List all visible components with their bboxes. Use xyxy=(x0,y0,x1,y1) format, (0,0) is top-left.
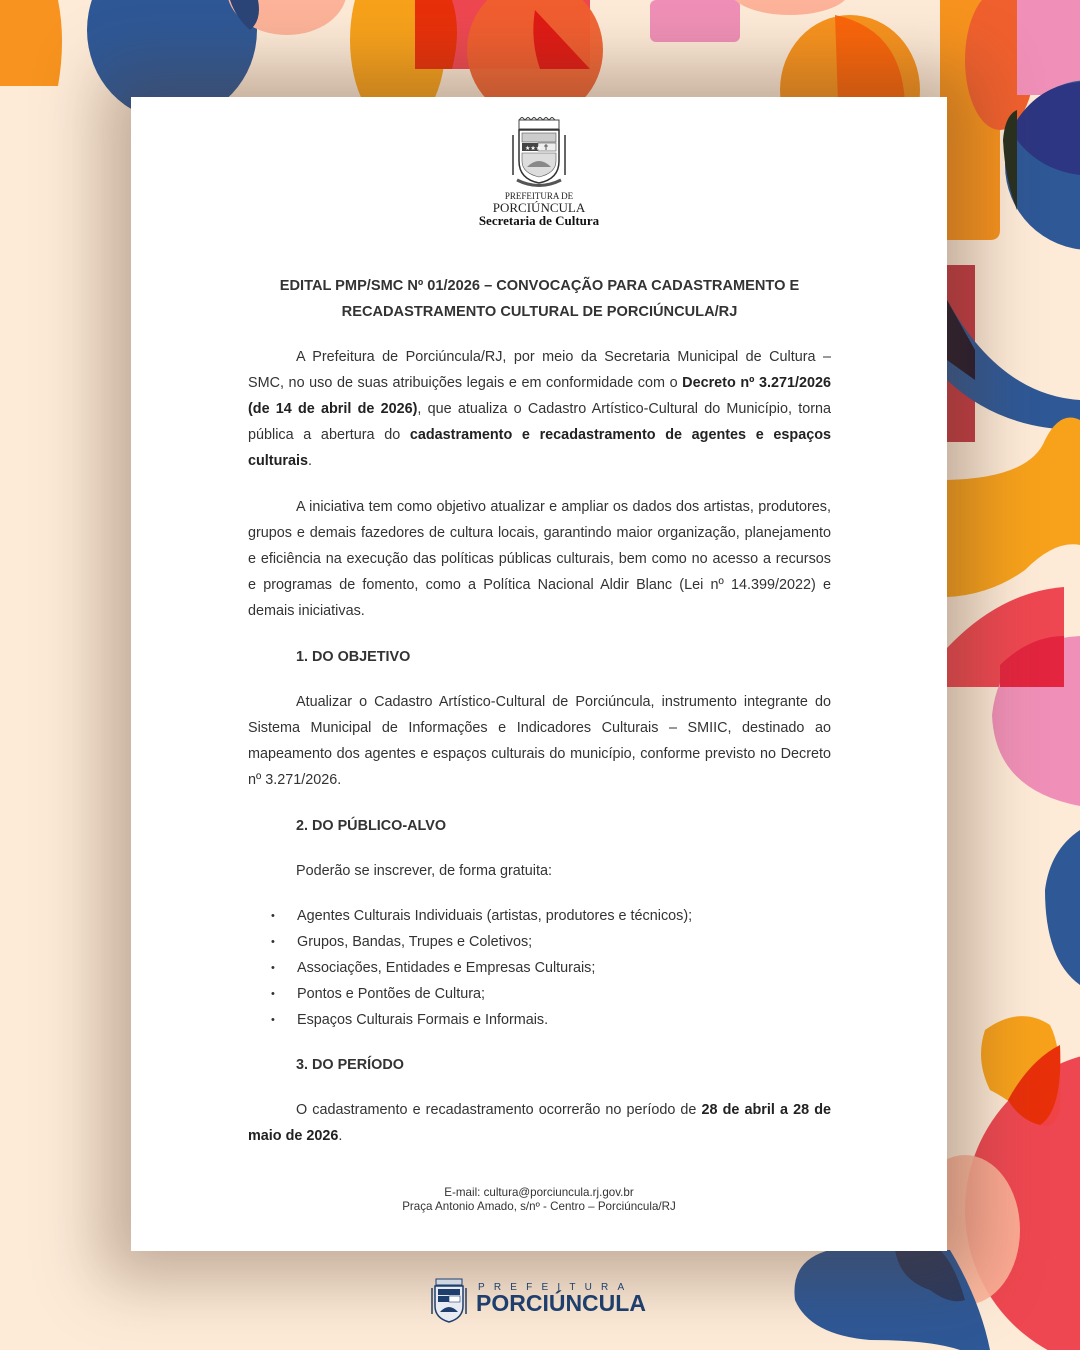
bullet-icon: • xyxy=(271,910,275,922)
coat-of-arms-icon xyxy=(507,117,571,189)
intro-p1-text-c: , que atualiza o Cadastro Artístico-Cultural do Município, torna pública a abertura do xyxy=(248,401,831,443)
section-1-text: Atualizar o Cadastro Artístico-Cultural de Porciúncula, instrumento integrante do Sistema Municipal de Informações e Indicadores Culturais – SMIIC, destinado ao mapeamento dos agentes e espaços culturais do município, conforme previsto no Decreto nº 3.271/2026. xyxy=(248,694,831,788)
section-3-text-a: O cadastramento e recadastramento ocorrerão no período de xyxy=(296,1102,702,1118)
bg-shape-pink-column xyxy=(1017,0,1080,95)
list-item: • Associações, Entidades e Empresas Culturais; xyxy=(248,955,831,981)
title-line-1: EDITAL PMP/SMC Nº 01/2026 – CONVOCAÇÃO PARA CADASTRAMENTO E xyxy=(279,278,800,294)
intro-p1-decree: Decreto nº 3.271/2026 (de 14 de abril de 2026) xyxy=(248,375,831,417)
list-item: • Agentes Culturais Individuais (artistas, produtores e técnicos); xyxy=(248,903,831,929)
list-item: • Espaços Culturais Formais e Informais. xyxy=(248,1007,831,1033)
intro-p1-text-e: . xyxy=(307,453,312,469)
footer-email: E-mail: cultura@porciuncula.rj.gov.br xyxy=(444,1186,634,1199)
brand-porciuncula: PORCIÚNCULA xyxy=(476,1290,646,1316)
title-line-2: RECADASTRAMENTO CULTURAL DE PORCIÚNCULA/RJ xyxy=(341,304,738,320)
intro-paragraph-1 xyxy=(248,344,831,474)
footer-address: Praça Antonio Amado, s/nº - Centro – Porciúncula/RJ xyxy=(402,1200,676,1213)
bullet-icon: • xyxy=(271,962,275,974)
brand-prefeitura: PREFEITURA xyxy=(478,1282,634,1293)
document-page xyxy=(131,97,947,1251)
letterhead-prefeitura: PREFEITURA DE xyxy=(504,191,574,201)
section-2-lead: Poderão se inscrever, de forma gratuita: xyxy=(296,863,552,879)
document-title xyxy=(248,273,831,325)
section-2-heading: 2. DO PÚBLICO-ALVO xyxy=(296,818,447,834)
brand-crest-icon xyxy=(430,1278,468,1324)
letterhead-city: PORCIÚNCULA xyxy=(492,200,586,215)
footer-contact xyxy=(131,1186,947,1214)
target-audience-list xyxy=(248,903,831,1033)
intro-p1-subject: cadastramento e recadastramento de agentes e espaços culturais xyxy=(248,427,831,469)
section-1-paragraph xyxy=(248,689,831,793)
section-3-paragraph xyxy=(248,1097,831,1149)
intro-paragraph-2 xyxy=(248,494,831,624)
bg-shape-orange-left xyxy=(0,0,62,86)
letterhead xyxy=(131,117,947,228)
intro-p1-text-a: A Prefeitura de Porciúncula/RJ, por meio da Secretaria Municipal de Cultura – SMC, no uso de suas atribuições legais e em conformidade com o xyxy=(248,349,831,391)
bullet-icon: • xyxy=(271,936,275,948)
section-3-text-c: . xyxy=(338,1128,343,1144)
bullet-icon: • xyxy=(271,1014,275,1026)
letterhead-department: Secretaria de Cultura xyxy=(478,213,600,228)
section-1-heading: 1. DO OBJETIVO xyxy=(296,649,411,665)
list-item: • Grupos, Bandas, Trupes e Coletivos; xyxy=(248,929,831,955)
section-3-heading: 3. DO PERÍODO xyxy=(296,1057,404,1073)
list-item: • Pontos e Pontões de Cultura; xyxy=(248,981,831,1007)
section-3-dates: 28 de abril a 28 de maio de 2026 xyxy=(248,1102,831,1144)
bg-shape-pink-rect xyxy=(650,0,740,42)
intro-p2-text: A iniciativa tem como objetivo atualizar e ampliar os dados dos artistas, produtores, grupos e demais fazedores de cultura locais, garantindo maior organização, planejamento e eficiência na execução das políticas públicas culturais, bem como no acesso a recursos e programas de fomento, como a Política Nacional Aldir Blanc (Lei nº 14.399/2022) e demais iniciativas. xyxy=(248,499,831,619)
brand-logo xyxy=(430,1278,660,1326)
svg-text:★★★: ★★★ xyxy=(525,146,542,152)
bullet-icon: • xyxy=(271,988,275,1000)
